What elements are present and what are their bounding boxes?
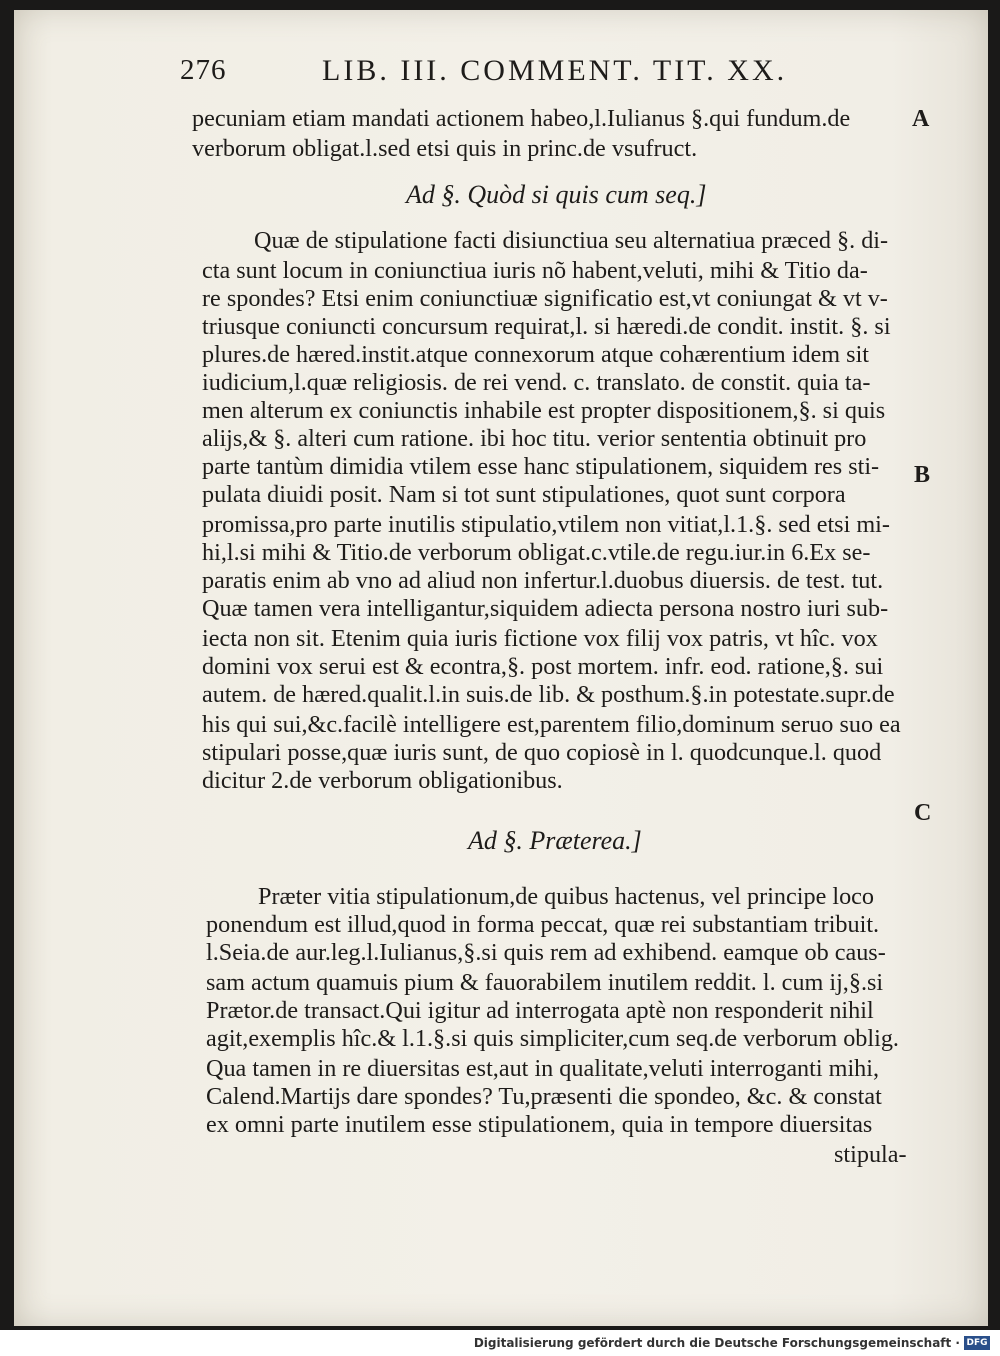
text-line: iudicium,l.quæ religiosis. de rei vend. c. translato. de constit. quia ta- [202, 369, 871, 396]
section-heading: Ad §. Quòd si quis cum seq.] [406, 180, 707, 209]
text-line: promissa,pro parte inutilis stipulatio,vtilem non vitiat,l.1.§. sed etsi mi- [202, 511, 890, 538]
text-line: Quæ de stipulatione facti disiunctiua seu alternatiua præced §. di- [254, 227, 889, 254]
text-line: sam actum quamuis pium & fauorabilem inutilem reddit. l. cum ij,§.si [206, 969, 884, 996]
text-line: alijs,& §. alteri cum ratione. ibi hoc titu. verior sententia obtinuit pro [202, 425, 867, 452]
margin-letter-b: B [914, 462, 931, 488]
text-line: Qua tamen in re diuersitas est,aut in qualitate,veluti interroganti mihi, [206, 1055, 880, 1082]
margin-letter-c: C [914, 800, 932, 826]
footer-bar [0, 1330, 1000, 1356]
text-line: Præter vitia stipulationum,de quibus hactenus, vel principe loco [258, 883, 874, 910]
catchword: stipula- [834, 1141, 907, 1168]
text-line: plures.de hæred.instit.atque connexorum atque cohærentium idem sit [202, 341, 870, 368]
page-number: 276 [180, 54, 227, 86]
text-line: re spondes? Etsi enim coniunctiuæ significatio est,vt coniungat & vt v- [202, 285, 888, 312]
footer-credit: Digitalisierung gefördert durch die Deutsche Forschungsgemeinschaft · [473, 1336, 960, 1350]
text-line: verborum obligat.l.sed etsi quis in princ.de vsufruct. [192, 135, 698, 162]
text-line: Quæ tamen vera intelligantur,siquidem adiecta persona nostro iuri sub- [202, 595, 889, 622]
text-line: iecta non sit. Etenim quia iuris fictione vox filij vox patris, vt hîc. vox [202, 625, 878, 652]
text-line: paratis enim ab vno ad aliud non infertur.l.duobus diuersis. de test. tut. [202, 567, 884, 594]
text-line: pulata diuidi posit. Nam si tot sunt stipulationes, quot sunt corpora [202, 481, 846, 508]
text-line: l.Seia.de aur.leg.l.Iulianus,§.si quis rem ad exhibend. eamque ob caus- [206, 939, 886, 966]
running-title: LIB. III. COMMENT. TIT. XX. [322, 54, 788, 87]
text-line: pecuniam etiam mandati actionem habeo,l.Iulianus §.qui fundum.de [192, 105, 851, 132]
text-line: his qui sui,&c.facilè intelligere est,parentem filio,dominum seruo suo ea [202, 711, 901, 738]
text-line: agit,exemplis hîc.& l.1.§.si quis simpliciter,cum seq.de verborum oblig. [206, 1025, 899, 1052]
text-line: stipulari posse,quæ iuris sunt, de quo copiosè in l. quodcunque.l. quod [202, 739, 882, 766]
text-line: Calend.Martijs dare spondes? Tu,præsenti die spondeo, &c. & constat [206, 1083, 882, 1110]
text-line: ponendum est illud,quod in forma peccat, quæ rei substantiam tribuit. [206, 911, 880, 938]
text-line: ex omni parte inutilem esse stipulationem, quia in tempore diuersitas [206, 1111, 873, 1138]
dfg-logo: DFG [964, 1336, 990, 1350]
text-line: Prætor.de transact.Qui igitur ad interrogata aptè non responderit nihil [206, 997, 874, 1024]
text-line: cta sunt locum in coniunctiua iuris nõ habent,veluti, mihi & Titio da- [202, 257, 868, 284]
section-heading: Ad §. Præterea.] [468, 826, 642, 855]
margin-letter-a: A [912, 106, 930, 132]
text-line: domini vox serui est & econtra,§. post mortem. infr. eod. ratione,§. sui [202, 653, 884, 680]
book-page [14, 10, 988, 1326]
text-line: triusque coniuncti concursum requirat,l. si hæredi.de condit. instit. §. si [202, 313, 891, 340]
text-line: parte tantùm dimidia vtilem esse hanc stipulationem, siquidem res sti- [202, 453, 880, 480]
text-line: hi,l.si mihi & Titio.de verborum obligat.c.vtile.de regu.iur.in 6.Ex se- [202, 539, 871, 566]
text-line: dicitur 2.de verborum obligationibus. [202, 767, 563, 794]
text-line: autem. de hæred.qualit.l.in suis.de lib. & posthum.§.in potestate.supr.de [202, 681, 895, 708]
text-line: men alterum ex coniunctis inhabile est propter dispositionem,§. si quis [202, 397, 886, 424]
